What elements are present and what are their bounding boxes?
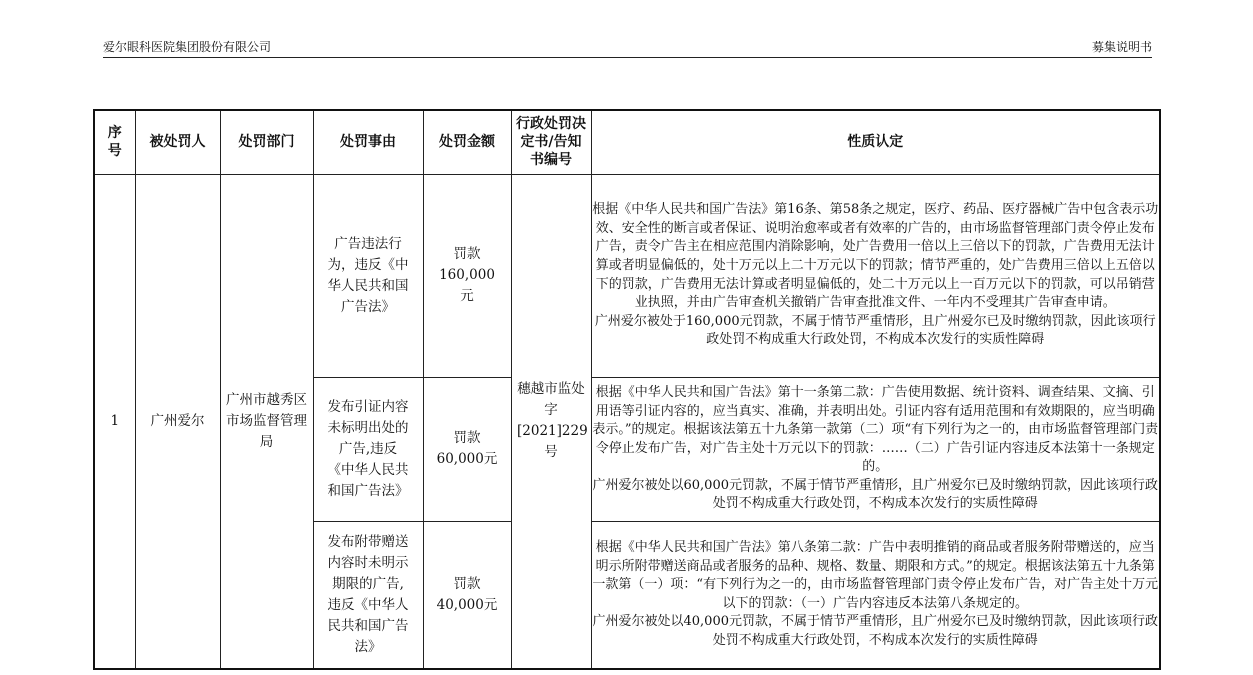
nature-basis: 根据《中华人民共和国广告法》第八条第二款：广告中表明推销的商品或者服务附带赠送的，应当明示所附带赠送商品或者服务的品种、规格、数量、期限和方式。”的规定。根据该法第五十九条第一款第（一）项：“有下列行为之一的，由市场监督管理部门责令停止发布广告，对广告主处十万元以下的罚款：（一）广告内容违反本法第八条规定的。 — [592, 539, 1159, 611]
penalty-reason: 发布引证内容未标明出处的广告,违反《中华人民共和国广告法》 — [313, 377, 423, 521]
header-reason: 处罚事由 — [313, 110, 423, 174]
header-no: 序号 — [94, 110, 135, 174]
penalty-amount: 罚款40,000元 — [423, 521, 511, 669]
nature-conclusion: 广州爱尔被处以40,000元罚款，不属于情节严重情形，且广州爱尔已及时缴纳罚款，因此该项行政处罚不构成重大行政处罚，不构成本次发行的实质性障碍 — [592, 614, 1158, 648]
row-number: 1 — [94, 174, 135, 669]
page-header — [103, 34, 1152, 56]
penalty-table — [93, 109, 1161, 670]
nature-basis: 根据《中华人民共和国广告法》第十一条第二款：广告使用数据、统计资料、调查结果、文摘、引用语等引证内容的，应当真实、准确，并表明出处。引证内容有适用范围和有效期限的，应当明确表示。”的规定。根据该法第五十九条第一款第（二）项“有下列行为之一的，由市场监督管理部门责令停止发布广告，对广告主处十万元以下的罚款：……（二）广告引证内容违反本法第十一条规定的。 — [592, 384, 1159, 475]
header-amount: 处罚金额 — [423, 110, 511, 174]
penalty-department: 广州市越秀区市场监督管理局 — [220, 174, 313, 669]
nature-determination — [591, 377, 1160, 521]
header-rule — [103, 57, 1152, 58]
penalty-amount: 罚款60,000元 — [423, 377, 511, 521]
header-decision: 行政处罚决定书/告知书编号 — [511, 110, 591, 174]
nature-determination — [591, 521, 1160, 669]
punished-party: 广州爱尔 — [135, 174, 220, 669]
company-name: 爱尔眼科医院集团股份有限公司 — [103, 40, 272, 54]
table-row — [94, 174, 1160, 377]
nature-conclusion: 广州爱尔被处以60,000元罚款，不属于情节严重情形，且广州爱尔已及时缴纳罚款，因此该项行政处罚不构成重大行政处罚，不构成本次发行的实质性障碍 — [592, 477, 1158, 512]
header-party: 被处罚人 — [135, 110, 220, 174]
nature-basis: 根据《中华人民共和国广告法》第16条、第58条之规定，医疗、药品、医疗器械广告中包含表示功效、安全性的断言或者保证、说明治愈率或者有效率的广告的，由市场监督管理部门责令停止发布广告，责令广告主在相应范围内消除影响，处广告费用一倍以上三倍以下的罚款，广告费用无法计算或者明显偏低的，处十万元以上二十万元以下的罚款；情节严重的，处广告费用三倍以上五倍以下的罚款，广告费用无法计算或者明显偏低的，处二十万元以上一百万元以下的罚款，可以吊销营业执照，并由广告审查机关撤销广告审查批准文件、一年内不受理其广告审查申请。 — [592, 202, 1159, 311]
nature-conclusion: 广州爱尔被处于160,000元罚款，不属于情节严重情形，且广州爱尔已及时缴纳罚款，因此该项行政处罚不构成重大行政处罚，不构成本次发行的实质性障碍 — [594, 313, 1156, 348]
header-dept: 处罚部门 — [220, 110, 313, 174]
penalty-reason: 广告违法行为，违反《中华人民共和国广告法》 — [313, 174, 423, 377]
nature-determination — [591, 174, 1160, 377]
penalty-amount: 罚款160,000元 — [423, 174, 511, 377]
header-nature: 性质认定 — [591, 110, 1160, 174]
decision-number: 穗越市监处字[2021]229号 — [511, 174, 591, 669]
document-type: 募集说明书 — [1091, 40, 1152, 54]
penalty-reason: 发布附带赠送内容时未明示期限的广告,违反《中华人民共和国广告法》 — [313, 521, 423, 669]
table-header-row — [94, 110, 1160, 174]
